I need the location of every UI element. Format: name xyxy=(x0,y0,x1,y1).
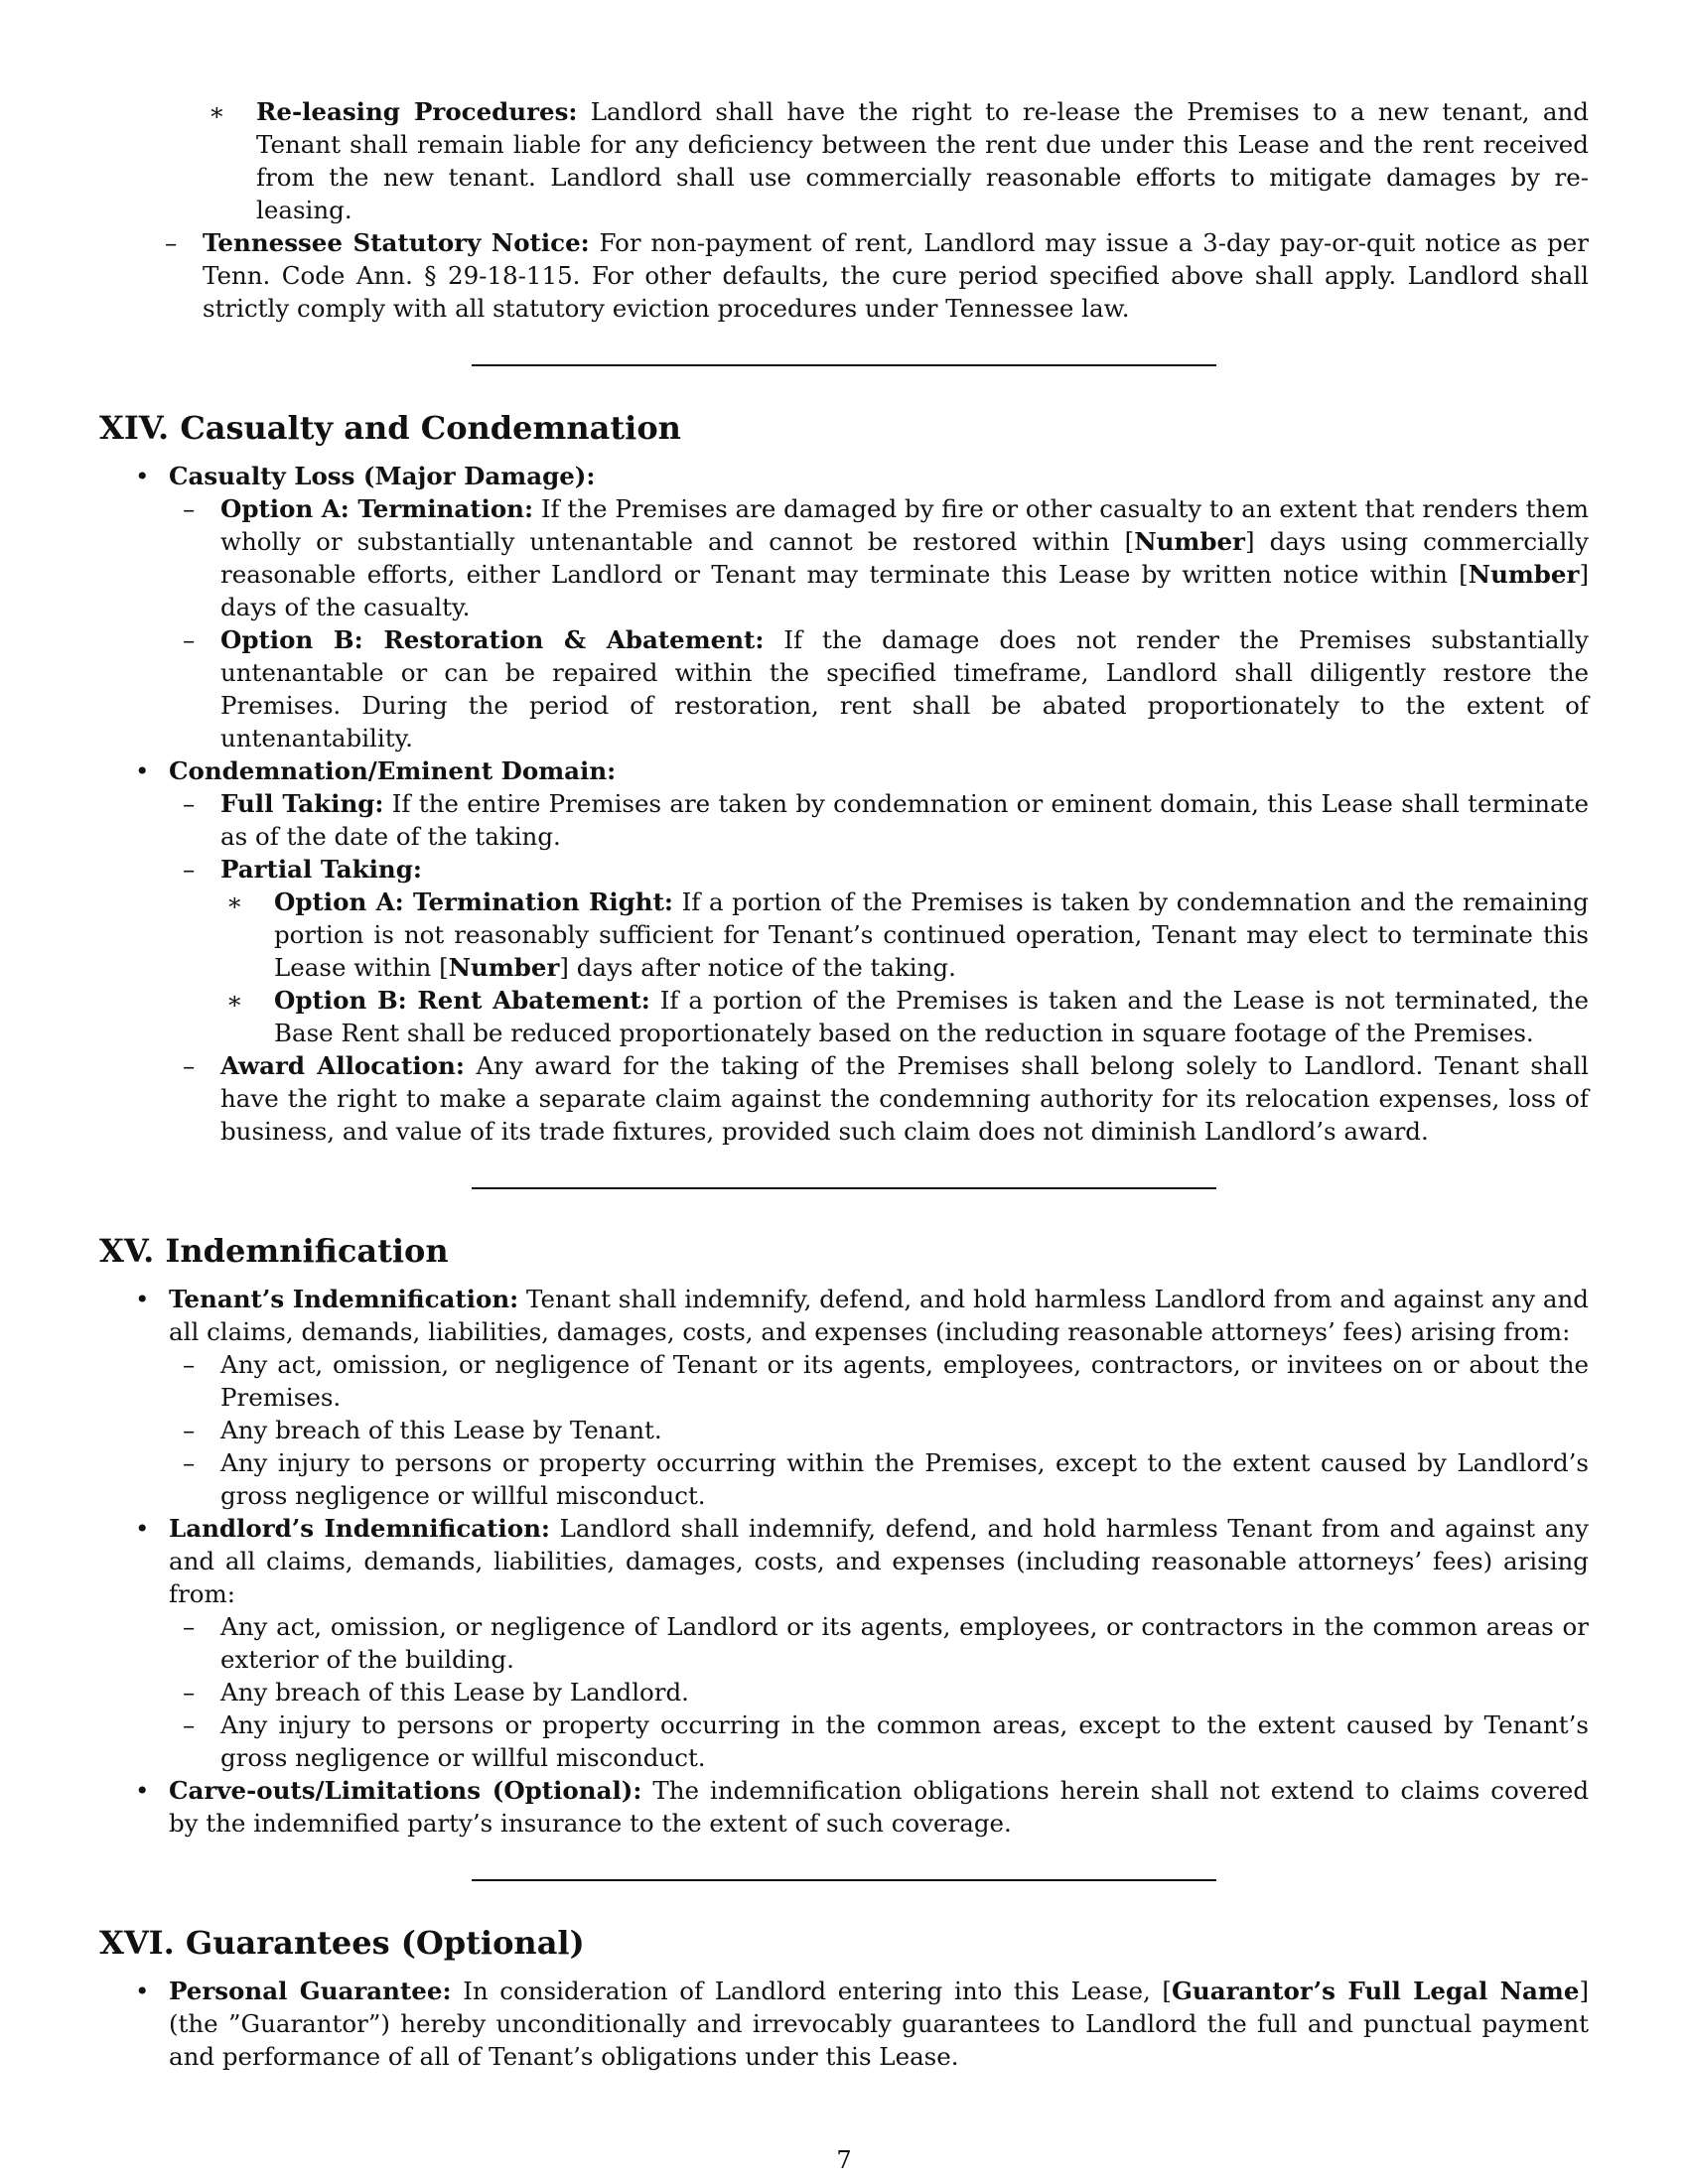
placeholder-field: Guarantor’s Full Legal Name xyxy=(1171,1977,1580,2005)
item-title: Casualty Loss (Major Damage): xyxy=(169,462,596,490)
placeholder-field: Number xyxy=(448,953,560,982)
bullet-marker: • xyxy=(135,1285,150,1313)
item-title: Partial Taking: xyxy=(220,855,422,884)
item-title: Award Allocation: xyxy=(220,1051,465,1080)
item-title: Condemnation/Eminent Domain: xyxy=(169,756,617,785)
carryover-star-list xyxy=(203,95,1589,226)
list-item xyxy=(169,623,1589,754)
list-item xyxy=(99,1283,1589,1512)
section-heading: XV. Indemnification xyxy=(99,1232,449,1270)
dash-marker: – xyxy=(183,625,196,654)
item-title: Landlord’s Indemnification: xyxy=(169,1514,550,1543)
item-title: Tennessee Statutory Notice: xyxy=(203,228,590,257)
item-text: If the entire Premises are taken by condemnation or eminent domain, this Lease shall terminate as of the date of the taking. xyxy=(220,789,1589,851)
item-title: Option B: Rent Abatement: xyxy=(274,986,650,1015)
item-text: Landlord shall have the right to re-lease the Premises to a new tenant, and Tenant shall remain liable for any deficiency between the rent due under this Lease and the rent received from the new tenant. Landlord shall use commercially reasonable efforts to mitigate damages by re-leasing. xyxy=(256,97,1589,224)
list-item xyxy=(169,1049,1589,1148)
item-text: ] days using commercially reasonable efforts, either Landlord or Tenant may terminate this Lease by written notice within [ xyxy=(220,527,1589,589)
dash-marker: – xyxy=(183,1350,196,1379)
document-body xyxy=(99,95,1589,2073)
item-text: Any injury to persons or property occurring in the common areas, except to the extent caused by Tenant’s gross negligence or willful misconduct. xyxy=(220,1710,1589,1772)
section-list xyxy=(99,460,1589,1148)
star-marker: ∗ xyxy=(209,97,225,126)
item-text: If a portion of the Premises is taken by condemnation and the remaining portion is not reasonably sufficient for Tenant’s continued operation, Tenant may elect to terminate this Lease within [ xyxy=(274,887,1589,982)
list-item xyxy=(220,984,1589,1049)
dash-marker: – xyxy=(183,1051,196,1080)
item-text: Any breach of this Lease by Landlord. xyxy=(220,1678,689,1706)
item-text: Any injury to persons or property occurring within the Premises, except to the extent caused by Landlord’s gross negligence or willful misconduct. xyxy=(220,1448,1589,1510)
section-divider xyxy=(472,1879,1216,1881)
list-item xyxy=(99,1512,1589,1774)
sub-list xyxy=(169,1348,1589,1512)
item-title: Full Taking: xyxy=(220,789,384,818)
list-item xyxy=(169,1676,1589,1708)
item-title: Option B: Restoration & Abatement: xyxy=(220,625,765,654)
item-text: Any act, omission, or negligence of Tenant or its agents, employees, contractors, or invitees on or about the Premises. xyxy=(220,1350,1589,1412)
bullet-marker: • xyxy=(135,1776,150,1805)
star-marker: ∗ xyxy=(226,887,243,916)
section-list xyxy=(99,1283,1589,1840)
list-item xyxy=(169,1414,1589,1446)
list-item xyxy=(99,1774,1589,1840)
star-marker: ∗ xyxy=(226,986,243,1015)
bullet-marker: • xyxy=(135,756,150,785)
list-item xyxy=(99,460,1589,754)
list-item xyxy=(151,226,1589,325)
dash-marker: – xyxy=(165,228,178,257)
dash-marker: – xyxy=(183,494,196,523)
item-text: Landlord shall indemnify, defend, and hold harmless Tenant from and against any and all claims, demands, liabilities, damages, costs, and expenses (including reasonable attorneys’ fees) arising from: xyxy=(169,1514,1589,1608)
bullet-marker: • xyxy=(135,462,150,490)
dash-marker: – xyxy=(183,1678,196,1706)
item-text: In consideration of Landlord entering into this Lease, [ xyxy=(463,1977,1172,2005)
sub-list xyxy=(169,492,1589,754)
section-divider xyxy=(472,364,1216,366)
section-heading: XIV. Casualty and Condemnation xyxy=(99,409,681,447)
dash-marker: – xyxy=(183,1612,196,1641)
item-title: Carve-outs/Limitations (Optional): xyxy=(169,1776,642,1805)
carryover-dash-list xyxy=(151,226,1589,325)
item-title: Option A: Termination: xyxy=(220,494,534,523)
section-heading: XVI. Guarantees (Optional) xyxy=(99,1924,585,1962)
list-item xyxy=(169,1348,1589,1414)
item-text: ] days of the casualty. xyxy=(220,560,1589,621)
list-item xyxy=(169,853,1589,1049)
dash-marker: – xyxy=(183,1448,196,1477)
section-divider xyxy=(472,1187,1216,1189)
dash-marker: – xyxy=(183,789,196,818)
sub-list xyxy=(169,1610,1589,1774)
section-list xyxy=(99,1975,1589,2073)
list-item xyxy=(99,1975,1589,2073)
dash-marker: – xyxy=(183,1416,196,1444)
list-item xyxy=(169,1610,1589,1676)
item-text: If the Premises are damaged by fire or other casualty to an extent that renders them wholly or substantially untenantable and cannot be restored within [ xyxy=(220,494,1589,556)
list-item xyxy=(169,492,1589,623)
item-text: ] (the ”Guarantor”) hereby unconditionally and irrevocably guarantees to Landlord the full and punctual payment and performance of all of Tenant’s obligations under this Lease. xyxy=(169,1977,1589,2071)
dash-marker: – xyxy=(183,1710,196,1739)
sub-sub-list xyxy=(220,886,1589,1049)
item-title: Option A: Termination Right: xyxy=(274,887,673,916)
placeholder-field: Number xyxy=(1468,560,1580,589)
item-title: Personal Guarantee: xyxy=(169,1977,452,2005)
item-text: Any act, omission, or negligence of Landlord or its agents, employees, or contractors in the common areas or exterior of the building. xyxy=(220,1612,1589,1674)
item-text: Any award for the taking of the Premises shall belong solely to Landlord. Tenant shall have the right to make a separate claim against the condemning authority for its relocation expenses, loss of business, and value of its trade fixtures, provided such claim does not diminish Landlord’s award. xyxy=(220,1051,1589,1146)
item-text: For non-payment of rent, Landlord may issue a 3-day pay-or-quit notice as per Tenn. Code Ann. § 29-18-115. For other defaults, the cure period specified above shall apply. Landlord shall strictly comply with all statutory eviction procedures under Tennessee law. xyxy=(203,228,1589,323)
item-text: If a portion of the Premises is taken and the Lease is not terminated, the Base Rent shall be reduced proportionately based on the reduction in square footage of the Premises. xyxy=(274,986,1589,1047)
list-item xyxy=(169,1446,1589,1512)
item-text: If the damage does not render the Premises substantially untenantable or can be repaired within the specified timeframe, Landlord shall diligently restore the Premises. During the period of restoration, rent shall be abated proportionately to the extent of untenantability. xyxy=(220,625,1590,752)
list-item xyxy=(169,787,1589,853)
item-text: Tenant shall indemnify, defend, and hold harmless Landlord from and against any and all claims, demands, liabilities, damages, costs, and expenses (including reasonable attorneys’ fees) arising from: xyxy=(169,1285,1589,1346)
item-title: Tenant’s Indemnification: xyxy=(169,1285,519,1313)
page-number: 7 xyxy=(836,2146,852,2174)
item-title: Re-leasing Procedures: xyxy=(256,97,578,126)
placeholder-field: Number xyxy=(1134,527,1245,556)
list-item xyxy=(99,754,1589,1148)
dash-marker: – xyxy=(183,855,196,884)
item-text: Any breach of this Lease by Tenant. xyxy=(220,1416,662,1444)
bullet-marker: • xyxy=(135,1514,150,1543)
item-text: ] days after notice of the taking. xyxy=(559,953,956,982)
bullet-marker: • xyxy=(135,1977,150,2005)
list-item xyxy=(220,886,1589,984)
list-item xyxy=(203,95,1589,226)
list-item xyxy=(169,1708,1589,1774)
item-text: The indemnification obligations herein shall not extend to claims covered by the indemnified party’s insurance to the extent of such coverage. xyxy=(169,1776,1589,1838)
sub-list xyxy=(169,787,1589,1148)
